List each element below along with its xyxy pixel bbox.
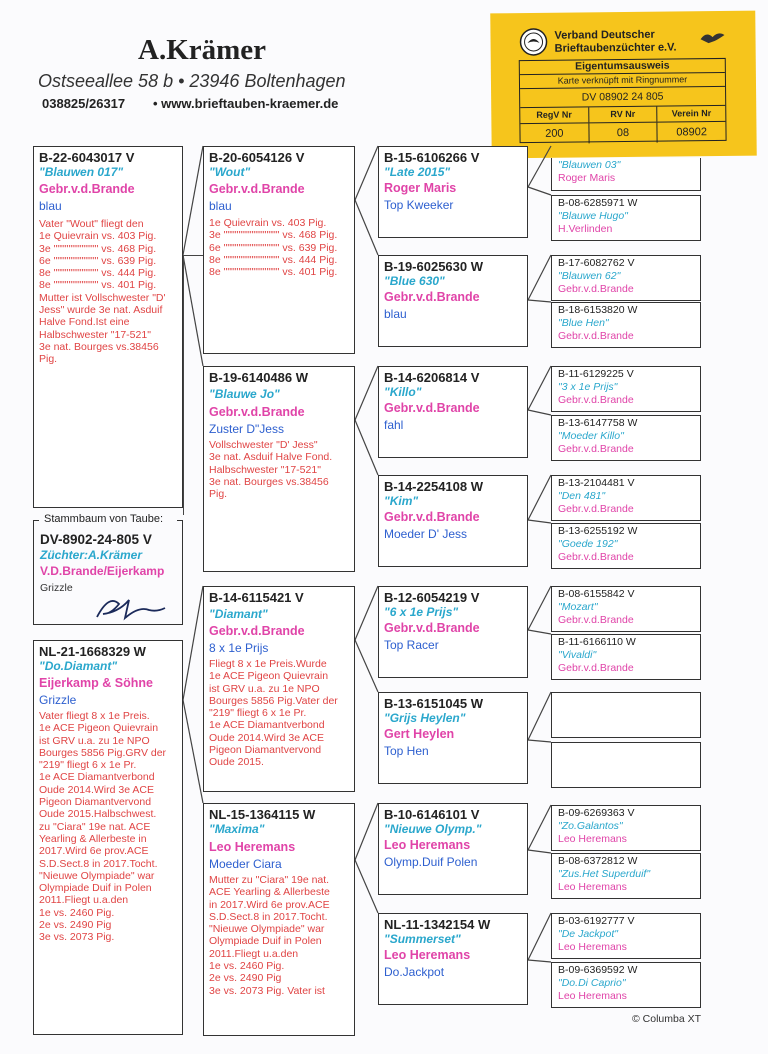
gen4-ring: B-13-2104481 V	[558, 477, 635, 489]
mfm-breeder: Gert Heylen	[384, 727, 455, 741]
gen4-breeder: Gebr.v.d.Brande	[558, 330, 634, 342]
mff-breeder: Gebr.v.d.Brande	[384, 621, 480, 635]
sticker-value-regv: 200	[545, 127, 564, 140]
fmm-breeder: Gebr.v.d.Brande	[384, 510, 480, 524]
gen4-breeder: Leo Heremans	[558, 833, 627, 845]
mmm-name: "Summerset"	[384, 932, 461, 946]
gen4-name: "Mozart"	[558, 601, 598, 613]
mm-name: "Maxima"	[209, 822, 265, 836]
gen4-ring: B-18-6153820 W	[558, 304, 638, 316]
ff-name: "Wout"	[209, 165, 251, 179]
gen4-ring: B-17-6082762 V	[558, 257, 635, 269]
mf-color: 8 x 1e Prijs	[209, 641, 269, 655]
pigeon-mmf[interactable]	[378, 803, 528, 895]
gen4-breeder: Gebr.v.d.Brande	[558, 443, 634, 455]
father-ring: B-22-6043017 V	[39, 150, 135, 165]
pigeon-father[interactable]	[33, 146, 183, 508]
breeder-website: • www.brieftauben-kraemer.de	[153, 96, 339, 111]
gen4-breeder: Gebr.v.d.Brande	[558, 394, 634, 406]
mm-description: Mutter zu "Ciara" 19e nat. ACE Yearling & Allerbeste in 2017.Wird 6e prov.ACE S.D.Sect.8 in 2017.Tocht. "Nieuwe Olympiade" war Olympiade Duif in Polen 2011.Fliegt u.a.den 1e vs. 2460 Pig. 2e vs. 2490 Pig 3e vs. 2073 Pig. Vater ist	[209, 874, 330, 997]
mother-description: Vater fliegt 8 x 1e Preis. 1e ACE Pigeon Quievrain ist GRV u.a. zu 1e NPO Bourges 5856 Pig.GRV der "219" fliegt 6 x 1e Pr. 1e ACE Diamantverbond Oude 2014.Wird 3e ACE Pigeon Diamantvervond Oude 2015.Halbschwest. zu "Ciara" 19e nat. ACE Yearling & Allerbeste in 2017.Wird 6e prov.ACE S.D.Sect.8 in 2017.Tocht. "Nieuwe Olympiade" war Olympiade Duif in Polen 2011.Fliegt u.a.den 1e vs. 2460 Pig. 2e vs. 2490 Pig 3e vs. 2073 Pig.	[39, 710, 167, 944]
mf-description: Fliegt 8 x 1e Preis.Wurde 1e ACE Pigeon Quievrain ist GRV u.a. zu 1e NPO Bourges 5856 Pig.Vater der "219" fliegt 6 x 1e Pr. 1e ACE Diamantverbond Oude 2014.Wird 3e ACE Pigeon Diamantvervond Oude 2015.	[209, 658, 338, 769]
gen4-name: "Blauwen 62"	[558, 270, 621, 282]
mmm-color: Do.Jackpot	[384, 965, 445, 979]
sticker-title: Eigentumsausweis	[520, 59, 725, 75]
pigeon-gen4-10[interactable]	[551, 634, 701, 680]
subject-label: Stammbaum von Taube:	[44, 513, 164, 525]
pigeon-gen4-5[interactable]	[551, 366, 701, 412]
gen4-breeder: Gebr.v.d.Brande	[558, 662, 634, 674]
gen4-ring: B-08-6372812 W	[558, 855, 638, 867]
subject-color: Grizzle	[40, 582, 73, 594]
pigeon-gen4-16[interactable]	[551, 962, 701, 1008]
pigeon-ffm[interactable]	[378, 255, 528, 347]
gen4-breeder: Gebr.v.d.Brande	[558, 614, 634, 626]
gen4-breeder: Leo Heremans	[558, 881, 627, 893]
gen4-breeder: Roger Maris	[558, 172, 616, 184]
gen4-ring: B-03-6192777 V	[558, 915, 635, 927]
mff-color: Top Racer	[384, 638, 439, 652]
mff-ring: B-12-6054219 V	[384, 590, 480, 605]
gen4-name: "Do.Di Caprio"	[558, 977, 626, 989]
pigeon-gen4-13[interactable]	[551, 805, 701, 851]
pigeon-fff[interactable]	[378, 146, 528, 238]
mf-ring: B-14-6115421 V	[209, 590, 304, 605]
gen4-breeder: H.Verlinden	[558, 223, 613, 235]
breeder-address: Ostseeallee 58 b • 23946 Boltenhagen	[38, 71, 346, 91]
fmm-name: "Kim"	[384, 494, 419, 508]
fm-description: Vollschwester "D' Jess" 3e nat. Asduif Halve Fond. Halbschwester "17-521" 3e nat. Bourges vs.38456 Pig.	[209, 439, 333, 501]
pigeon-gen4-15[interactable]	[551, 913, 701, 959]
mm-ring: NL-15-1364115 W	[209, 807, 316, 822]
gen4-ring: B-11-6129225 V	[558, 368, 634, 380]
ffm-color: blau	[384, 307, 407, 321]
gen4-ring: B-13-6147758 W	[558, 417, 638, 429]
sticker-org-line1: Verband Deutscher	[554, 28, 655, 42]
sticker-label-verein: Verein Nr	[657, 106, 726, 122]
pigeon-fm[interactable]	[203, 366, 355, 572]
pigeon-gen4-3[interactable]	[551, 255, 701, 301]
pigeon-gen4-9[interactable]	[551, 586, 701, 632]
fff-breeder: Roger Maris	[384, 181, 457, 195]
pigeon-gen4-1[interactable]	[551, 158, 701, 191]
gen4-name: "Moeder Killo"	[558, 430, 624, 442]
mother-breeder: Eijerkamp & Söhne	[39, 676, 153, 690]
footer-copyright: © Columba XT	[632, 1013, 702, 1025]
sticker-value-rv: 08	[588, 123, 657, 144]
mmf-name: "Nieuwe Olymp."	[384, 822, 482, 836]
breeder-phone: 038825/26317	[42, 96, 126, 111]
ffm-name: "Blue 630"	[384, 274, 445, 288]
gen4-breeder: Gebr.v.d.Brande	[558, 503, 634, 515]
pigeon-mf[interactable]	[203, 586, 355, 792]
gen4-breeder: Gebr.v.d.Brande	[558, 283, 634, 295]
mf-breeder: Gebr.v.d.Brande	[209, 624, 305, 638]
fmm-color: Moeder D' Jess	[384, 527, 467, 541]
breeder-name: A.Krämer	[138, 34, 267, 66]
mmf-color: Olymp.Duif Polen	[384, 855, 478, 869]
pigeon-gen4-12[interactable]	[551, 742, 701, 788]
subject-breeder-line: Züchter:A.Krämer	[40, 548, 143, 562]
ff-ring: B-20-6054126 V	[209, 150, 305, 165]
mff-name: "6 x 1e Prijs"	[384, 605, 459, 619]
gen4-ring: B-08-6155842 V	[558, 588, 635, 600]
subject-pigeon[interactable]	[33, 513, 183, 625]
father-name: "Blauwen 017"	[39, 165, 124, 179]
sticker-org-line2: Brieftaubenzüchter e.V.	[554, 41, 677, 55]
ff-description: 1e Quievrain vs. 403 Pig. 3e """"""""""""""" vs. 468 Pig. 6e """"""""""""""" vs. 639 Pig. 8e """"""""""""""" vs. 444 Pig. 8e """"""""""""""" vs. 401 Pig.	[209, 217, 338, 279]
sticker-label-regv: RegV Nr	[536, 109, 572, 120]
mm-breeder: Leo Heremans	[209, 840, 296, 854]
mmf-ring: B-10-6146101 V	[384, 807, 480, 822]
mother-name: "Do.Diamant"	[39, 659, 118, 673]
mmf-breeder: Leo Heremans	[384, 838, 471, 852]
gen4-name: "Blue Hen"	[558, 317, 609, 329]
pigeon-mff[interactable]	[378, 586, 528, 678]
mfm-color: Top Hen	[384, 744, 429, 758]
subject-strain: V.D.Brande/Eijerkamp	[40, 564, 165, 578]
fm-breeder: Gebr.v.d.Brande	[209, 405, 305, 419]
pigeon-gen4-6[interactable]	[551, 415, 701, 461]
gen4-ring: B-11-6166110 W	[558, 636, 636, 648]
sticker-value-verein: 08902	[657, 122, 726, 143]
fmf-breeder: Gebr.v.d.Brande	[384, 401, 480, 415]
pigeon-gen4-2[interactable]	[551, 195, 701, 241]
fmf-name: "Killo"	[384, 385, 422, 399]
mm-color: Moeder Ciara	[209, 857, 282, 871]
gen4-name: "Zus.Het Superduif"	[558, 868, 651, 880]
father-description: Vater "Wout" fliegt den 1e Quievrain vs. 403 Pig. 3e """""""""""" vs. 468 Pig. 6e """""""""""" vs. 639 Pig. 8e """""""""""" vs. 444 Pig. 8e """""""""""" vs. 401 Pig. Mutter ist Vollschwester "D' Jess" wurde 3e nat. Asduif Halve Fond.Ist eine Halbschwester "17-521" 3e nat. Bourges vs.38456 Pig.	[39, 218, 166, 366]
gen4-breeder: Gebr.v.d.Brande	[558, 551, 634, 563]
fm-ring: B-19-6140486 W	[209, 370, 308, 385]
pigeon-fmf[interactable]	[378, 366, 528, 458]
mfm-name: "Grijs Heylen"	[384, 711, 466, 725]
pigeon-ff[interactable]	[203, 146, 355, 354]
gen4-name: "De Jackpot"	[558, 928, 618, 940]
gen4-name: "Blauwe Hugo"	[558, 210, 628, 222]
fff-color: Top Kweeker	[384, 198, 454, 212]
signature-icon	[89, 592, 169, 622]
pigeon-gen4-7[interactable]	[551, 475, 701, 521]
pigeon-mmm[interactable]	[378, 913, 528, 1005]
mmm-breeder: Leo Heremans	[384, 948, 471, 962]
gen4-ring: B-09-6269363 V	[558, 807, 635, 819]
pigeon-gen4-4[interactable]	[551, 302, 701, 348]
gen4-ring: B-13-6255192 W	[558, 525, 638, 537]
father-breeder: Gebr.v.d.Brande	[39, 182, 135, 196]
subject-ring: DV-8902-24-805 V	[40, 532, 152, 547]
fmm-ring: B-14-2254108 W	[384, 479, 483, 494]
pigeon-fmm[interactable]	[378, 475, 528, 567]
pigeon-mfm[interactable]	[378, 692, 528, 784]
sticker-label-rv: RV Nr	[588, 107, 657, 123]
gen4-ring: B-08-6285971 W	[558, 197, 638, 209]
ffm-breeder: Gebr.v.d.Brande	[384, 290, 480, 304]
fff-ring: B-15-6106266 V	[384, 150, 480, 165]
ff-breeder: Gebr.v.d.Brande	[209, 182, 305, 196]
father-color: blau	[39, 199, 62, 213]
gen4-breeder: Leo Heremans	[558, 990, 627, 1002]
gen4-ring: B-09-6369592 W	[558, 964, 638, 976]
gen4-name: "Goede 192"	[558, 538, 618, 550]
pigeon-gen4-11[interactable]	[551, 692, 701, 738]
gen4-name: "3 x 1e Prijs"	[558, 381, 618, 393]
gen4-name: "Zo.Galantos"	[558, 820, 623, 832]
mf-name: "Diamant"	[209, 607, 268, 621]
sticker-subtitle: Karte verknüpft mit Ringnummer	[520, 73, 725, 89]
ffm-ring: B-19-6025630 W	[384, 259, 483, 274]
sticker-ring: DV 08902 24 805	[520, 87, 725, 108]
mother-ring: NL-21-1668329 W	[39, 644, 146, 659]
fmf-ring: B-14-6206814 V	[384, 370, 480, 385]
fmf-color: fahl	[384, 418, 404, 432]
fm-name: "Blauwe Jo"	[209, 387, 280, 401]
gen4-breeder: Leo Heremans	[558, 941, 627, 953]
pigeon-gen4-8[interactable]	[551, 523, 701, 569]
pigeon-mother[interactable]	[33, 640, 183, 1035]
pigeon-gen4-14[interactable]	[551, 853, 701, 899]
gen4-name: "Blauwen 03"	[558, 159, 621, 171]
ff-color: blau	[209, 199, 232, 213]
fm-color: Zuster D"Jess	[209, 422, 284, 436]
fff-name: "Late 2015"	[384, 165, 451, 179]
pigeon-mm[interactable]	[203, 803, 355, 1036]
gen4-name: "Vivaldi"	[558, 649, 597, 661]
mmm-ring: NL-11-1342154 W	[384, 917, 491, 932]
mfm-ring: B-13-6151045 W	[384, 696, 483, 711]
mother-color: Grizzle	[39, 693, 77, 707]
gen4-name: "Den 481"	[558, 490, 606, 502]
